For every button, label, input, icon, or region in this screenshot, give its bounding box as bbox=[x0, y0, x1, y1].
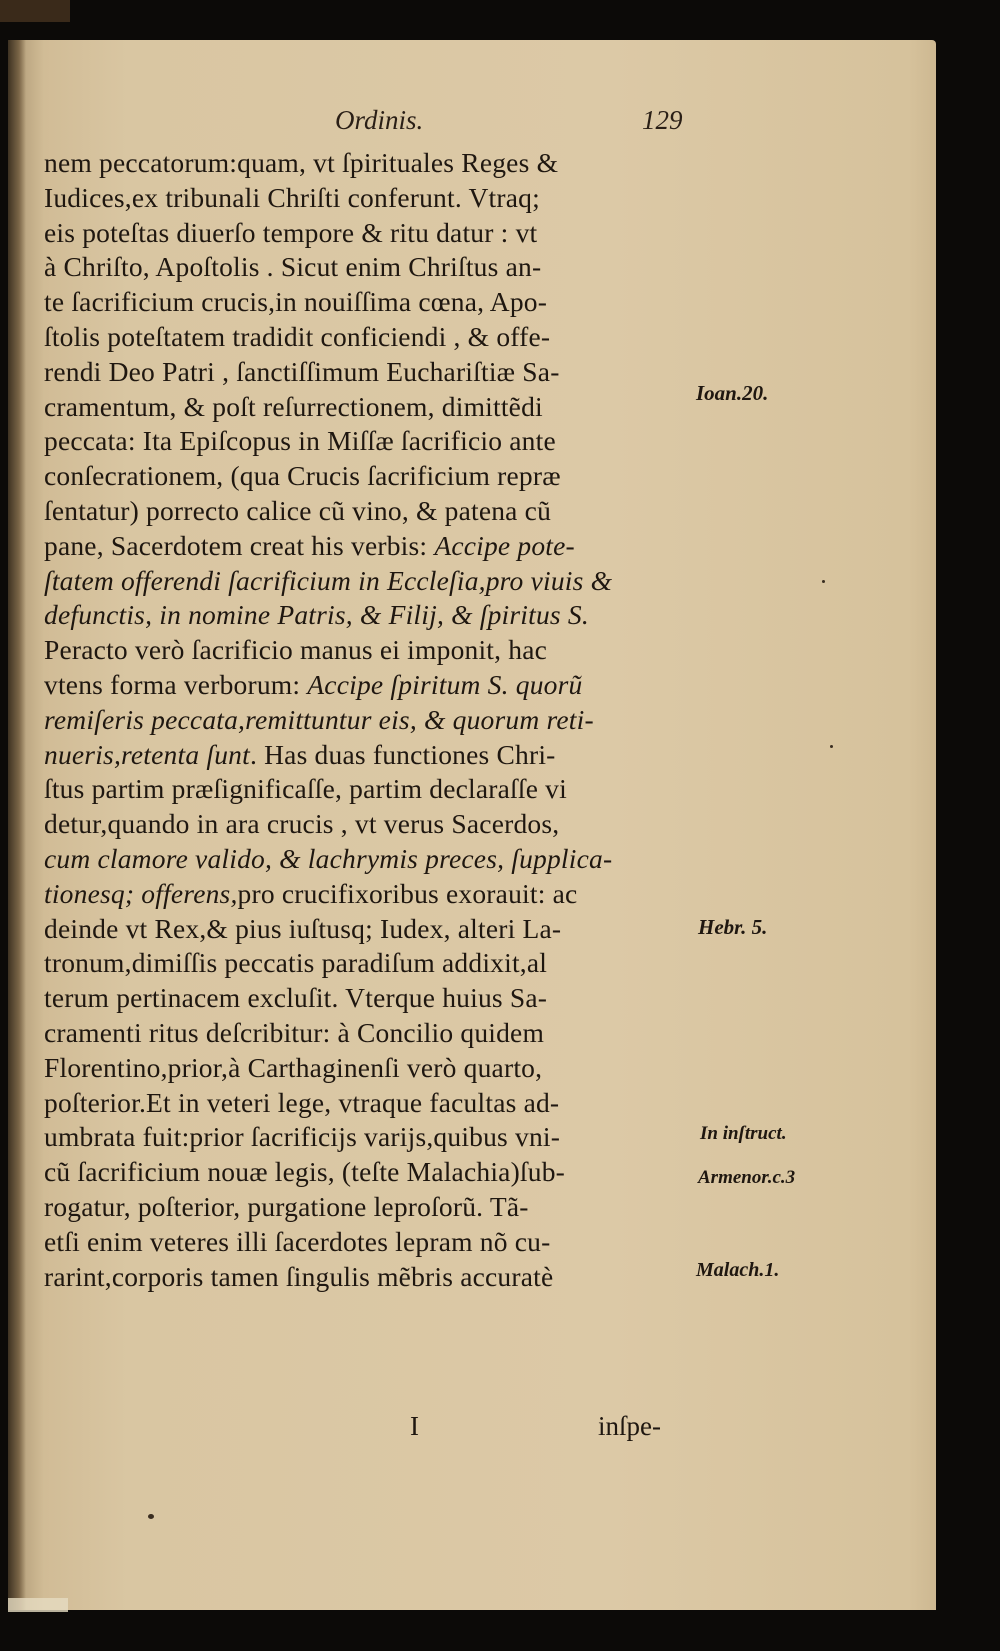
margin-note-hebr: Hebr. 5. bbox=[698, 915, 768, 939]
text-run: conſecrationem, (qua Crucis ſacrificium repræ bbox=[44, 460, 561, 492]
text-run: rendi Deo Patri , ſanctiſſimum Euchariſtiæ Sa- bbox=[44, 355, 560, 387]
page-fold-strip bbox=[8, 1598, 68, 1612]
text-line bbox=[44, 981, 704, 1016]
catchword: inſpe- bbox=[598, 1411, 661, 1441]
text-line bbox=[44, 216, 704, 251]
text-line bbox=[44, 842, 704, 877]
text-run: etſi enim veteres illi ſacerdotes lepram nõ cu- bbox=[44, 1225, 551, 1257]
text-line bbox=[44, 529, 704, 564]
text-line bbox=[44, 320, 704, 355]
text-line bbox=[44, 668, 704, 703]
text-line bbox=[44, 285, 704, 320]
text-line bbox=[44, 1016, 704, 1051]
text-run: nem peccatorum:quam, vt ſpirituales Reges & bbox=[44, 147, 559, 178]
text-run: Iudices,ex tribunali Chriſti conferunt. Vtraq; bbox=[44, 181, 540, 213]
text-run: pane, Sacerdotem creat his verbis: bbox=[44, 529, 435, 561]
text-line bbox=[44, 1120, 704, 1155]
text-line bbox=[44, 946, 704, 981]
italic-text-run: cum clamore valido, & lachrymis preces, ſupplica- bbox=[44, 842, 613, 874]
text-line bbox=[44, 598, 704, 633]
italic-text-run: Accipe ſpiritum S. quorũ bbox=[307, 668, 583, 700]
text-run: cũ ſacrificium nouæ legis, (teſte Malachia)ſub- bbox=[44, 1156, 566, 1188]
text-line bbox=[44, 564, 704, 599]
text-line bbox=[44, 1225, 704, 1260]
text-run: umbrata fuit:prior ſacrificijs varijs,quibus vni- bbox=[44, 1121, 561, 1153]
margin-note-instruct-1: In inſtruct. bbox=[700, 1123, 787, 1144]
text-line bbox=[44, 772, 704, 807]
text-line bbox=[44, 1155, 704, 1190]
text-run: deinde vt Rex,& pius iuſtusq; Iudex, alteri La- bbox=[44, 912, 562, 944]
text-run: tronum,dimiſſis peccatis paradiſum addixit,al bbox=[44, 947, 548, 979]
italic-text-run: nueris,retenta ſunt bbox=[44, 738, 250, 770]
margin-note-joan: Ioan.20. bbox=[696, 381, 769, 405]
text-line bbox=[44, 738, 704, 773]
text-run: rarint,corporis tamen ſingulis mẽbris accuratè bbox=[44, 1260, 554, 1292]
text-line bbox=[44, 459, 704, 494]
italic-text-run: Accipe pote- bbox=[434, 529, 575, 561]
text-line bbox=[44, 912, 704, 947]
text-run: eis poteſtas diuerſo tempore & ritu datur : vt bbox=[44, 216, 538, 248]
text-line bbox=[44, 1086, 704, 1121]
binding-shadow bbox=[8, 40, 26, 1610]
text-run: pro crucifixoribus exorauit: ac bbox=[237, 877, 578, 909]
margin-note-instruct-2: Armenor.c.3 bbox=[698, 1167, 796, 1188]
text-run: cramenti ritus deſcribitur: à Concilio quidem bbox=[44, 1016, 545, 1048]
text-run: ſentatur) porrecto calice cũ vino, & patena cũ bbox=[44, 494, 552, 526]
text-run: Florentino,prior,à Carthaginenſi verò quarto, bbox=[44, 1051, 543, 1083]
text-line bbox=[44, 494, 704, 529]
text-run: à Chriſto, Apoſtolis . Sicut enim Chriſtus an- bbox=[44, 251, 542, 283]
text-run: peccata: Ita Epiſcopus in Miſſæ ſacrificio ante bbox=[44, 425, 556, 457]
ink-speck bbox=[830, 745, 833, 748]
text-run: ſtolis poteſtatem tradidit conficiendi , & offe- bbox=[44, 320, 551, 352]
text-line bbox=[44, 146, 704, 181]
italic-text-run: tionesq; offerens, bbox=[44, 877, 238, 909]
main-text-block bbox=[44, 146, 704, 1294]
text-line bbox=[44, 703, 704, 738]
page-header bbox=[0, 95, 1000, 135]
text-run: te ſacrificium crucis,in nouiſſima cœna, Apo- bbox=[44, 286, 548, 318]
text-run: terum pertinacem excluſit. Vterque huius Sa- bbox=[44, 982, 548, 1014]
text-line bbox=[44, 250, 704, 285]
text-run: Peracto verò ſacrificio manus ei imponit, hac bbox=[44, 634, 548, 666]
text-line bbox=[44, 1260, 704, 1295]
text-line bbox=[44, 877, 704, 912]
text-line bbox=[44, 181, 704, 216]
text-line bbox=[44, 424, 704, 459]
text-line bbox=[44, 390, 704, 425]
italic-text-run: defunctis, in nomine Patris, & Filij, & ſpiritus S. bbox=[44, 599, 589, 631]
page-number: 129 bbox=[642, 105, 683, 135]
text-run: detur,quando in ara crucis , vt verus Sacerdos, bbox=[44, 808, 560, 840]
text-line bbox=[44, 633, 704, 668]
text-run: cramentum, & poſt reſurrectionem, dimittẽdi bbox=[44, 390, 543, 422]
text-line bbox=[44, 1190, 704, 1225]
text-run: poſterior.Et in veteri lege, vtraque facultas ad- bbox=[44, 1086, 560, 1118]
signature-mark: I bbox=[410, 1411, 419, 1441]
text-run: . Has duas functiones Chri- bbox=[249, 738, 556, 770]
text-line bbox=[44, 807, 704, 842]
text-run: rogatur, poſterior, purgatione leproſorũ. Tã- bbox=[44, 1190, 529, 1222]
ink-speck bbox=[822, 580, 825, 583]
text-line bbox=[44, 1051, 704, 1086]
text-line bbox=[44, 355, 704, 390]
text-run: ſtus partim præſignificaſſe, partim declaraſſe vi bbox=[44, 773, 567, 805]
text-run: vtens forma verborum: bbox=[44, 668, 308, 700]
running-head: Ordinis. bbox=[335, 105, 424, 135]
corner-label-scrap bbox=[0, 0, 70, 22]
italic-text-run: ſtatem offerendi ſacrificium in Eccleſia,pro viuis & bbox=[44, 564, 613, 596]
margin-note-malach: Malach.1. bbox=[696, 1259, 780, 1281]
italic-text-run: remiſeris peccata,remittuntur eis, & quorum reti- bbox=[44, 703, 594, 735]
ink-speck bbox=[148, 1514, 154, 1519]
